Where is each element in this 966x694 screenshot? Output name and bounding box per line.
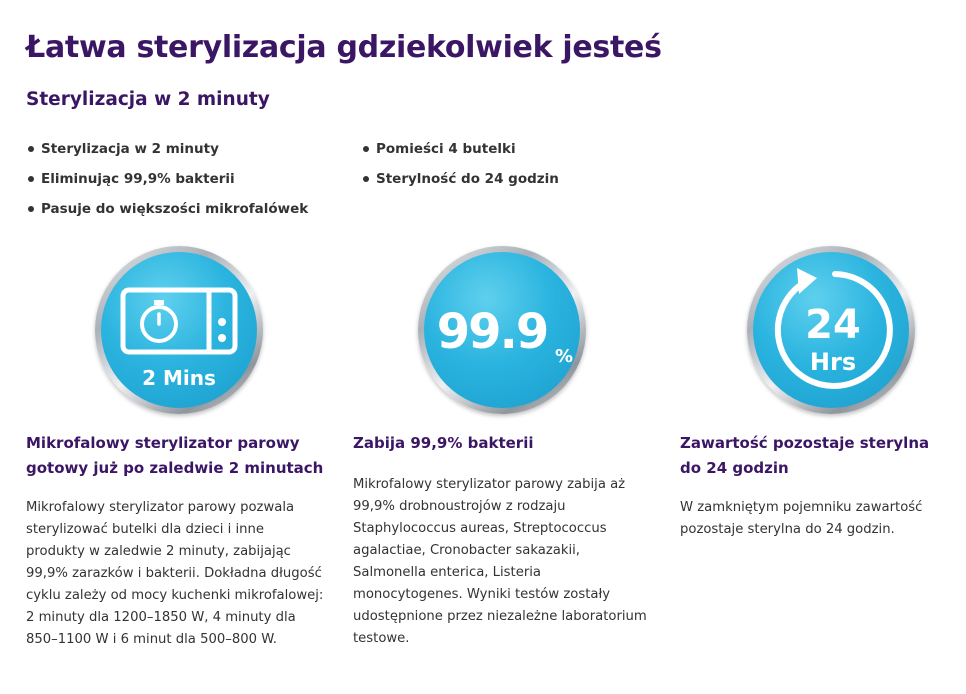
bullet-item: Sterylność do 24 godzin [361,170,559,200]
microwave-timer-graphic [101,252,257,408]
icon-label: 99.9 [436,304,548,360]
feature-icon-wrap [680,246,966,421]
feature-description: W zamkniętym pojemniku zawartość pozostaje sterylna do 24 godzin. [680,500,923,537]
feature-card-2-minutes [26,246,326,651]
feature-card-99-9-percent [353,246,648,650]
page-title: Łatwa sterylizacja gdziekolwiek jesteś [26,30,662,65]
bullet-item: Pasuje do większości mikrofalówek [26,200,308,230]
feature-description: Mikrofalowy sterylizator parowy zabija aż 99,9% drobnoustrojów z rodzaju Staphylococcus aureas, Streptococcus agalactiae, Cronobacter sakazakii, Salmonella enterica, Listeria monocytogenes. Wyniki testów zostały udostępnione przez niezależne laboratorium testowe. [353,477,647,646]
24-hours-clock-graphic [753,252,909,408]
feature-bullet-list-left [26,140,308,230]
icon-percent-sign: % [554,346,574,367]
feature-bullet-list-right [361,140,559,200]
24-hours-clock-icon [747,246,915,414]
feature-icon-wrap [353,246,653,421]
feature-title: Zabija 99,9% bakterii [353,434,534,452]
feature-description: Mikrofalowy sterylizator parowy pozwala sterylizować butelki dla dzieci i inne produkty w zaledwie 2 minuty, zabijając 99,9% zarazków i bakterii. Dokładna długość cyklu zależy od mocy kuchenki mikrofalowej: 2 minuty dla 1200–1850 W, 4 minuty dla 850–1100 W i 6 minut dla 500–800 W. [26,500,324,647]
bullet-item: Eliminując 99,9% bakterii [26,170,308,200]
icon-sublabel: Hrs [809,348,857,376]
microwave-timer-icon [95,246,263,414]
icon-label: 24 [805,302,861,348]
bullet-item: Pomieści 4 butelki [361,140,559,170]
bullet-item: Sterylizacja w 2 minuty [26,140,308,170]
feature-icon-wrap [26,246,326,421]
page-subtitle: Sterylizacja w 2 minuty [26,89,270,110]
icon-label: 2 Mins [142,366,216,390]
feature-title: Mikrofalowy sterylizator parowy gotowy już po zaledwie 2 minutach [26,434,324,477]
percent-badge-icon [418,246,586,414]
feature-card-24-hours [680,246,950,541]
feature-title: Zawartość pozostaje sterylna do 24 godzin [680,434,930,477]
percent-badge-graphic [424,252,580,408]
